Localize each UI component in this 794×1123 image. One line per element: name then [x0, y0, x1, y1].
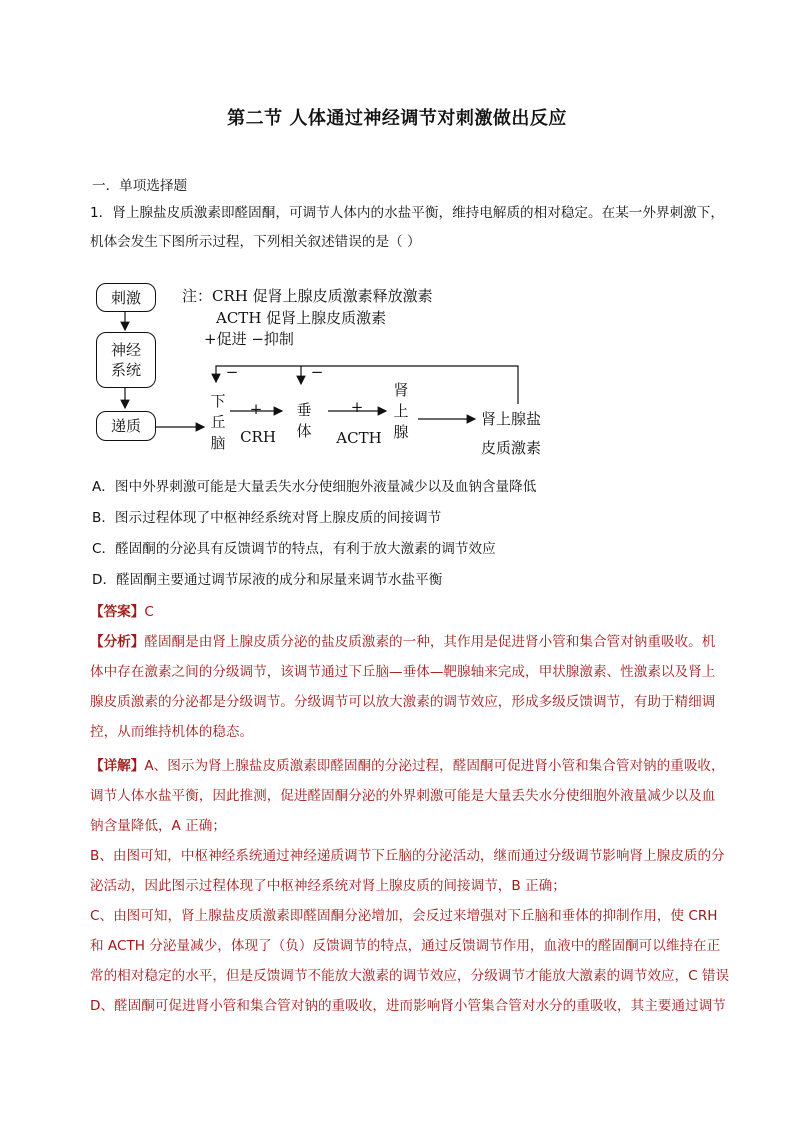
analysis-line-2: 体中存在激素之间的分级调节，该调节通过下丘脑—垂体—靶腺轴来完成，甲状腺激素、性激素以及肾上	[90, 664, 716, 680]
detail-line-8: 常的相对稳定的水平，但是反馈调节不能放大激素的调节效应，分级调节才能放大激素的调节效应，C 错误	[90, 968, 730, 984]
option-b: B．图示过程体现了中枢神经系统对肾上腺皮质的间接调节	[92, 510, 442, 526]
option-d: D．醛固酮主要通过调节尿液的成分和尿量来调节水盐平衡	[92, 572, 443, 588]
analysis-line-1	[90, 632, 730, 662]
question-stem-line-1: 1．肾上腺盐皮质激素即醛固酮，可调节人体内的水盐平衡，维持电解质的相对稳定。在某一外界刺激下，	[90, 205, 724, 221]
nervous-system-label-2: 系统	[110, 361, 141, 379]
hypothalamus-char-1: 下	[210, 392, 226, 410]
analysis-tag: 【分析】	[90, 634, 145, 650]
question-stem-line-2: 机体会发生下图所示过程，下列相关叙述错误的是（ ）	[90, 234, 421, 250]
nervous-system-label-1: 神经	[110, 341, 141, 359]
detail-line-4: B、由图可知，中枢神经系统通过神经递质调节下丘脑的分泌活动，继而通过分级调节影响肾上腺皮质的分	[90, 848, 725, 864]
adrenal-char-3: 腺	[393, 423, 409, 441]
detail-line-3: 钠含量降低，A 正确；	[90, 818, 226, 834]
analysis-block	[90, 632, 730, 752]
answer-tag: 【答案】	[90, 604, 145, 620]
hormone-label	[476, 409, 546, 459]
minus-sign-pituitary: −	[310, 363, 324, 381]
answer-line	[90, 600, 730, 620]
detail-line-7: 和 ACTH 分泌量减少，体现了（负）反馈调节的特点，通过反馈调节作用，血液中的醛固酮可以维持在正	[90, 938, 721, 954]
stimulus-box: 刺激	[96, 283, 156, 312]
hypothalamus-char-3: 脑	[210, 434, 226, 452]
crh-plus-sign: +	[249, 400, 263, 418]
analysis-line-4: 控，从而维持机体的稳态。	[90, 724, 254, 740]
adrenal-char-1: 肾	[393, 381, 409, 399]
detail-line-6: C、由图可知，肾上腺盐皮质激素即醛固酮分泌增加，会反过来增强对下丘脑和垂体的抑制作用，使 CRH	[90, 908, 718, 924]
adrenal-char-2: 上	[393, 402, 409, 420]
nervous-system-box	[96, 332, 156, 388]
pituitary-char-2: 体	[296, 422, 312, 440]
acth-label: ACTH	[336, 429, 382, 447]
adrenal-label	[390, 380, 412, 443]
acth-plus-sign: +	[350, 398, 364, 416]
detail-line-2: 调节人体水盐平衡，因此推测，促进醛固酮分泌的外界刺激可能是大量丢失水分使细胞外液量减少以及血	[90, 788, 716, 804]
hormone-regulation-diagram	[90, 278, 550, 468]
minus-sign-hypothalamus: −	[225, 363, 239, 381]
detail-line-9: D、醛固酮可促进肾小管和集合管对钠的重吸收，进而影响肾小管集合管对水分的重吸收，其主要通过调节	[90, 998, 726, 1014]
option-c: C．醛固酮的分泌具有反馈调节的特点，有利于放大激素的调节效应	[92, 541, 496, 557]
diagram-note-line-2: ACTH 促肾上腺皮质激素	[216, 309, 387, 327]
pituitary-label	[292, 400, 316, 442]
diagram-note-line-3: +促进 −抑制	[204, 330, 294, 348]
hormone-label-1: 肾上腺盐	[480, 410, 541, 428]
section-heading: 一．单项选择题	[92, 178, 188, 194]
diagram-note-line-1: 注：CRH 促肾上腺皮质激素释放激素	[182, 287, 433, 305]
analysis-line-3: 腺皮质激素的分泌都是分级调节。分级调节可以放大激素的调节效应，形成多级反馈调节，有助于精细调	[90, 694, 716, 710]
option-a: A．图中外界刺激可能是大量丢失水分使细胞外液量减少以及血钠含量降低	[92, 479, 537, 495]
detail-line-5: 泌活动，因此图示过程体现了中枢神经系统对肾上腺皮质的间接调节，B 正确；	[90, 878, 566, 894]
answer-value: C	[144, 604, 154, 620]
page-title: 第二节 人体通过神经调节对刺激做出反应	[227, 108, 567, 129]
detail-text-1: A、图示为肾上腺盐皮质激素即醛固酮的分泌过程，醛固酮可促进肾小管和集合管对钠的重吸收，	[144, 758, 725, 774]
analysis-text-1: 醛固酮是由肾上腺皮质分泌的盐皮质激素的一种，其作用是促进肾小管和集合管对钠重吸收。机	[144, 634, 716, 650]
hypothalamus-char-2: 丘	[210, 413, 226, 431]
crh-label: CRH	[240, 428, 276, 446]
hypothalamus-label	[207, 391, 229, 454]
pituitary-char-1: 垂	[296, 401, 312, 419]
detail-block	[90, 756, 730, 1026]
transmitter-box: 递质	[96, 411, 156, 441]
detail-line-1	[90, 756, 730, 786]
hormone-label-2: 皮质激素	[480, 439, 541, 457]
detail-tag: 【详解】	[90, 758, 145, 774]
